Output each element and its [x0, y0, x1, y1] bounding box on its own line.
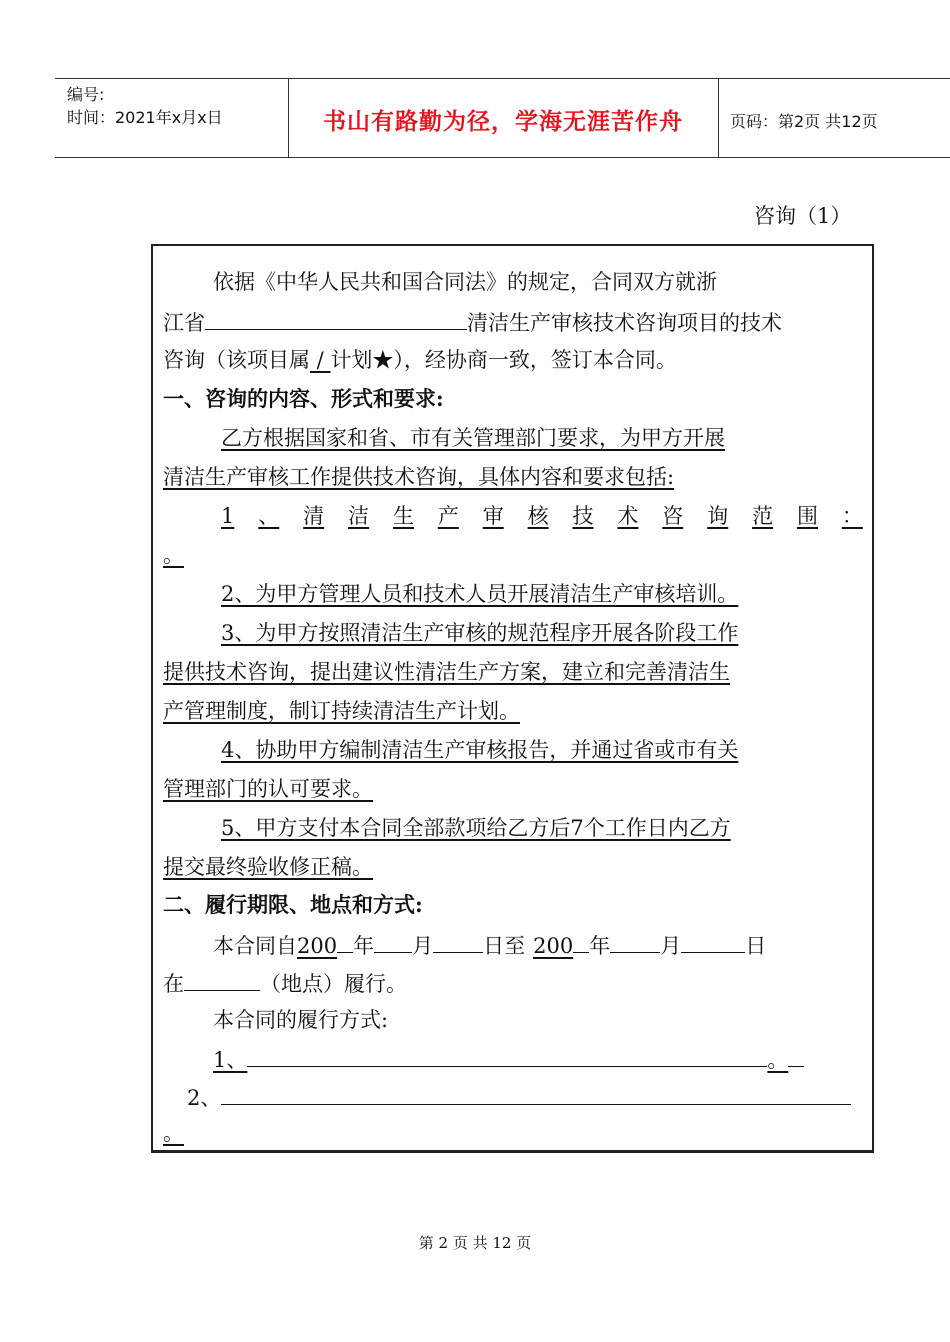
text-span: 月 — [412, 934, 434, 958]
justified-char: 清 — [303, 504, 325, 528]
blank-field[interactable] — [788, 1044, 804, 1067]
header-motto-cell — [288, 79, 719, 157]
text-span: （地点）履行。 — [260, 972, 407, 996]
page-code: 页码：第2页 共12页 — [730, 112, 878, 131]
item1-line — [221, 502, 863, 530]
motto-text: 书山有路勤为径，学海无涯苦作舟 — [323, 109, 683, 135]
blank-field[interactable] — [247, 1044, 767, 1067]
paragraph-line: 乙方根据国家和省、市有关管理部门要求，为甲方开展 — [221, 426, 725, 450]
blank-field[interactable] — [681, 930, 745, 953]
justified-char: 询 — [707, 504, 729, 528]
number-label: 编号: — [67, 85, 105, 104]
justified-char: 产 — [437, 504, 459, 528]
paragraph-line: 2、为甲方管理人员和技术人员开展清洁生产审核培训。 — [221, 582, 739, 606]
blank-field[interactable] — [337, 930, 353, 953]
mode-line — [213, 1044, 804, 1074]
contract-frame — [151, 244, 874, 1153]
justified-char: 核 — [527, 504, 549, 528]
paragraph-line: 4、协助甲方编制清洁生产审核报告，并通过省或市有关 — [221, 738, 739, 762]
plan-blank[interactable]: / — [310, 348, 331, 372]
text-span: 2、 — [187, 1086, 222, 1110]
text-span: 年 — [589, 934, 611, 958]
text-span: 在 — [163, 972, 184, 996]
justified-char: 技 — [572, 504, 594, 528]
paragraph-line: 本合同的履行方式: — [213, 1008, 389, 1032]
blank-field[interactable] — [184, 968, 260, 991]
paragraph-line — [163, 307, 782, 337]
mode-line — [187, 1082, 851, 1112]
blank-field[interactable] — [573, 930, 589, 953]
justified-char: 审 — [482, 504, 504, 528]
text-span: 。 — [767, 1048, 789, 1072]
time-label: 时间：2021年x月x日 — [67, 108, 223, 127]
document-title: 咨询（1） — [754, 204, 852, 228]
justified-char: ： — [841, 504, 863, 528]
section-heading: 二、履行期限、地点和方式: — [163, 892, 423, 917]
term-line — [213, 930, 766, 960]
blank-field[interactable] — [610, 930, 660, 953]
justified-char: 、 — [258, 504, 280, 528]
justified-char: 术 — [617, 504, 639, 528]
paragraph-line: 依据《中华人民共和国合同法》的规定，合同双方就浙 — [213, 270, 717, 294]
justified-char: 洁 — [348, 504, 370, 528]
section-heading: 一、咨询的内容、形式和要求: — [163, 386, 444, 411]
paragraph-line: 5、甲方支付本合同全部款项给乙方后7个工作日内乙方 — [221, 816, 731, 840]
justified-char: 咨 — [662, 504, 684, 528]
text-span: 1、 — [213, 1048, 248, 1072]
text-span: 计划★），经协商一致，签订本合同。 — [330, 348, 677, 372]
paragraph-line: 产管理制度，制订持续清洁生产计划。 — [163, 699, 520, 723]
text-span: 日至 — [483, 934, 526, 958]
place-line — [163, 968, 407, 998]
paragraph-line: 管理部门的认可要求。 — [163, 777, 373, 801]
text-span: 江省 — [163, 311, 205, 335]
text-span: 月 — [660, 934, 682, 958]
paragraph-line: 3、为甲方按照清洁生产审核的规范程序开展各阶段工作 — [221, 621, 739, 645]
mode-end: 。 — [163, 1121, 184, 1145]
paragraph-line: 提交最终验收修正稿。 — [163, 855, 373, 879]
justified-char: 生 — [392, 504, 414, 528]
page-footer: 第 2 页 共 12 页 — [418, 1234, 532, 1252]
header-meta-cell — [55, 79, 289, 157]
text-span: 年 — [353, 934, 375, 958]
text-span: 日 — [745, 934, 767, 958]
blank-field[interactable] — [374, 930, 412, 953]
text-span: 咨询（该项目属 — [163, 348, 310, 372]
blank-field[interactable] — [433, 930, 483, 953]
item1-end: 。 — [163, 543, 184, 567]
page-header — [55, 78, 950, 158]
paragraph-line — [163, 346, 677, 374]
blank-field[interactable] — [205, 307, 467, 330]
year-field[interactable]: 200 — [297, 934, 338, 958]
text-span: 清洁生产审核技术咨询项目的技术 — [467, 311, 782, 335]
text-span: 本合同自 — [213, 934, 297, 958]
header-page-cell — [718, 79, 950, 157]
paragraph-line: 清洁生产审核工作提供技术咨询，具体内容和要求包括: — [163, 465, 675, 489]
paragraph-line: 提供技术咨询，提出建议性清洁生产方案，建立和完善清洁生 — [163, 660, 730, 684]
year-field[interactable]: 200 — [533, 934, 574, 958]
justified-char: 范 — [752, 504, 774, 528]
justified-char: 围 — [796, 504, 818, 528]
blank-field[interactable] — [221, 1082, 851, 1105]
justified-char: 1 — [221, 504, 235, 528]
